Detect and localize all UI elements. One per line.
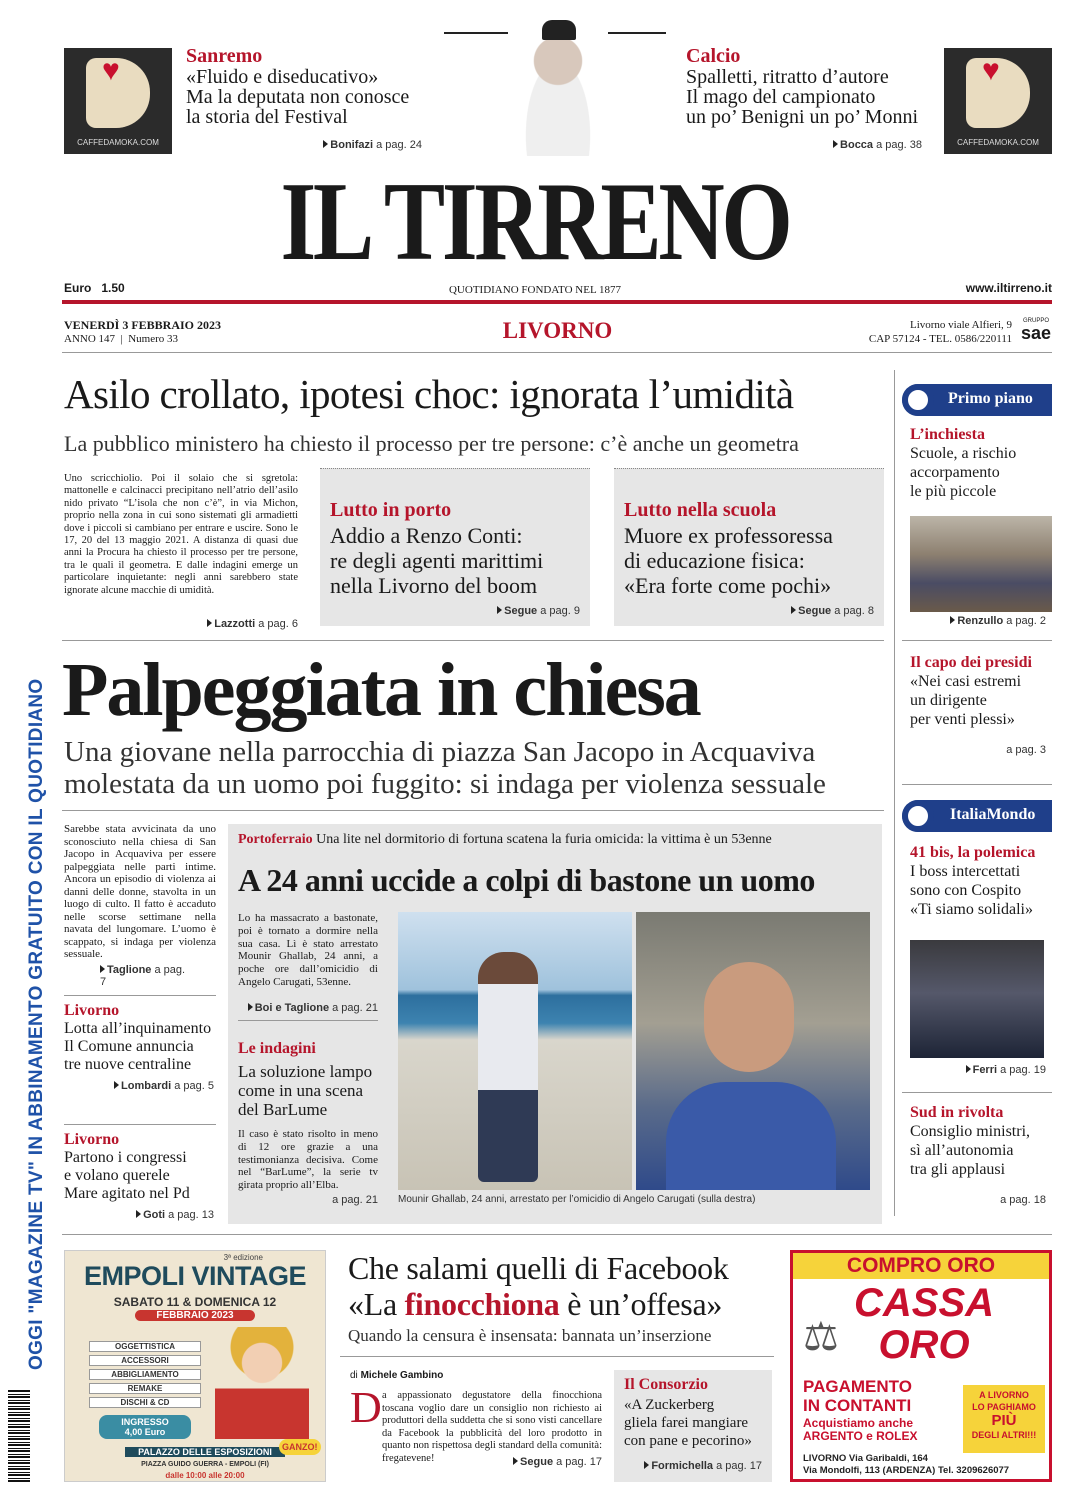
section-circle-icon: [902, 384, 934, 416]
teaser-line: la storia del Festival: [186, 106, 348, 128]
teaser-ref[interactable]: Bonifazi a pag. 24: [280, 139, 422, 151]
ad-venue: PALAZZO DELLE ESPOSIZIONI: [125, 1447, 285, 1457]
coffee-ad-text: CAFFEDAMOKA.COM: [957, 138, 1039, 147]
box-line: nella Livorno del boom: [330, 573, 538, 598]
box-line: Muore ex professoressa: [624, 523, 833, 548]
arrow-icon: [644, 1461, 649, 1469]
masthead-subtitle: QUOTIDIANO FONDATO NEL 1877: [448, 284, 621, 296]
arrow-icon: [207, 619, 212, 627]
left-brief-1[interactable]: [64, 995, 216, 1074]
lead2-headline[interactable]: Palpeggiata in chiesa: [62, 648, 700, 732]
teaser-line: un po’ Benigni un po’ Monni: [686, 106, 919, 128]
box-lutto-porto[interactable]: [320, 468, 590, 626]
section-rule: [340, 1356, 774, 1357]
italiamondo-header[interactable]: ItaliaMondo: [902, 800, 1052, 832]
facebook-body: a appassionato degustatore della finocchiona toscana voglio dare un consiglio non richiesto ai produttori della suddetta che si sono visti cancellare da Facebook la pubblicità del loro prodotto in quanto non rispettosa degli standard della comunità: fregatevene!: [382, 1390, 602, 1464]
sidebar-ref[interactable]: Ferri a pag. 19: [910, 1064, 1046, 1076]
box-line: Addio a Renzo Conti:: [330, 523, 523, 548]
lead2-body: Sarebbe stata avvicinata da uno sconosciuto nella chiesa di San Jacopo in Acquaviva per essere palpeggiata nelle parti intime. Ancora un episodio di violenza ai danni delle donne, stavolta in un luogo di culto. Il fatto è accaduto nelle scorse settimane nella navata del lungomare. L’uomo è scappato, si indaga per violenza sessuale.: [64, 823, 216, 960]
lead1-headline[interactable]: Asilo crollato, ipotesi choc: ignorata l’umidità: [64, 371, 794, 417]
teaser-line: Spalletti, ritratto d’autore: [686, 66, 889, 88]
arrow-icon: [248, 1003, 253, 1011]
byline: di Michele Gambino: [350, 1370, 444, 1381]
arrow-icon: [497, 606, 502, 614]
lead1-ref[interactable]: Lazzotti a pag. 6: [160, 618, 298, 630]
heart-icon: ♥: [982, 54, 1000, 87]
photo-caption: Mounir Ghallab, 24 anni, arrestato per l’omicidio di Angelo Carugati (sulla destra): [398, 1194, 756, 1205]
teaser-line: Ma la deputata non conosce: [186, 86, 410, 108]
side-kicker: Le indagini: [238, 1040, 316, 1057]
divider: [902, 1092, 1052, 1093]
vertical-banner: OGGI "MAGAZINE TV" IN ABBINAMENTO GRATUITO CON IL QUOTIDIANO: [26, 678, 47, 1370]
price: Euro 1.50: [64, 281, 125, 295]
box-line: «Era forte come pochi»: [624, 573, 832, 598]
suspect-photo[interactable]: [398, 912, 632, 1190]
brief-kicker: Livorno: [64, 1131, 120, 1148]
sidebar-item-sud[interactable]: Sud in rivolta Consiglio ministri, sì all’autonomia tra gli applausi: [910, 1104, 1031, 1178]
group-logo: GRUPPO sae: [1020, 318, 1052, 343]
facebook-ref[interactable]: Segue a pag. 17: [500, 1456, 602, 1468]
sidebar-ref[interactable]: a pag. 18: [1000, 1194, 1046, 1206]
ad-hours: dalle 10:00 alle 20:00: [165, 1471, 245, 1480]
divider: [238, 1020, 378, 1021]
left-brief-2[interactable]: [64, 1124, 216, 1203]
arrow-icon: [323, 140, 328, 148]
facebook-headline[interactable]: Che salami quelli di Facebook «La finocchiona è un’offesa»: [348, 1250, 729, 1322]
sidebar-item-41bis[interactable]: 41 bis, la polemica I boss intercettati sono con Cospito «Ti siamo solidali»: [910, 844, 1036, 918]
ad-oro-pay: PAGAMENTO IN CONTANTI: [803, 1377, 912, 1415]
footer-rule: [62, 1234, 1052, 1235]
ad-woman-illustration: [215, 1327, 309, 1439]
brief-ref[interactable]: Goti a pag. 13: [100, 1209, 214, 1221]
section-circle-icon: [902, 800, 934, 832]
arrow-icon: [966, 1065, 971, 1073]
section-rule: [62, 810, 884, 811]
barcode: [8, 1390, 30, 1482]
issue-date: VENERDÌ 3 FEBBRAIO 2023: [64, 318, 222, 332]
lead2-subhead: Una giovane nella parrocchia di piazza San Jacopo in Acquaviva molestata da un uomo poi fuggito: si indaga per violenza sessuale: [64, 736, 826, 800]
box-kicker: Lutto nella scuola: [624, 499, 777, 521]
arrow-icon: [114, 1081, 119, 1089]
police-photo[interactable]: [910, 940, 1044, 1058]
ad-edition: 3ª edizione: [223, 1253, 263, 1262]
ad-month: FEBBRAIO 2023: [135, 1310, 255, 1321]
arrow-icon: [791, 606, 796, 614]
brief-line: Partono i congressi: [64, 1149, 187, 1166]
brief-kicker: Livorno: [64, 1002, 120, 1019]
teaser-line: «Fluido e diseducativo»: [186, 66, 379, 88]
side-body: Il caso è stato risolto in meno di 12 ore grazie a una testimonianza decisiva. Come nel “BarLume”, la serie tv girata proprio all’Elba.: [238, 1128, 378, 1192]
arrow-icon: [950, 616, 955, 624]
teaser-ref[interactable]: Bocca a pag. 38: [780, 139, 922, 151]
address: Livorno viale Alfieri, 9 CAP 57124 - TEL. 0586/220111: [868, 319, 1012, 345]
ad-empoli-vintage[interactable]: [64, 1250, 326, 1482]
box-ref[interactable]: Segue a pag. 9: [440, 605, 580, 617]
ad-cassa-oro[interactable]: [790, 1250, 1052, 1482]
arrow-icon: [513, 1457, 518, 1465]
sidebar-item-presidi[interactable]: Il capo dei presidi «Nei casi estremi un dirigente per venti plessi»: [910, 654, 1032, 728]
divider: [902, 640, 1052, 641]
coffee-ad-text: CAFFEDAMOKA.COM: [77, 138, 159, 147]
side-headline[interactable]: La soluzione lampo come in una scena del BarLume: [238, 1062, 373, 1119]
facebook-subhead: Quando la censura è insensata: bannata un’inserzione: [348, 1326, 712, 1345]
person-figure: [478, 952, 538, 1182]
ad-items: OGGETTISTICA ACCESSORI ABBIGLIAMENTO REMAKE DISCHI & CD: [89, 1341, 201, 1408]
ad-title: EMPOLI VINTAGE: [83, 1261, 306, 1291]
lead2-ref[interactable]: Taglione a pag. 7: [100, 964, 186, 988]
brief-line: Lotta all’inquinamento: [64, 1020, 212, 1037]
divider: [902, 784, 1052, 785]
person-shirt: [666, 1082, 836, 1190]
teaser-kicker: Sanremo: [186, 45, 263, 67]
brief-ref[interactable]: Lombardi a pag. 5: [100, 1080, 214, 1092]
scales-icon: ⚖: [803, 1314, 839, 1359]
lead1-body: Uno scricchiolio. Poi il solaio che si sgretola: mattonelle e calcinacci precipitano nell’atrio dell’asilo nido privato “L’isola che non c’è”, in via Michon, proprio nella zona in cui sono sistemati gli armadietti dove i piccoli si cambiano per entrare e uscire. Sono le 17, 20 del 13 maggio 2021. A distanza di quasi due anni la Procura ha chiesto il processo per tre persone, tra le quali il geometra. E dalle indagini emerge un particolare inquietante: negli anni sarebbero state ignorate alcune macchie di umidità.: [64, 473, 298, 596]
portoferraio-box[interactable]: [228, 824, 882, 1224]
sanremo-singer-photo: [508, 20, 608, 156]
box-line: di educazione fisica:: [624, 548, 805, 573]
arrow-icon: [833, 140, 838, 148]
portoferraio-headline[interactable]: A 24 anni uccide a colpi di bastone un uomo: [238, 862, 815, 898]
ad-oro-top: COMPRO ORO: [793, 1253, 1049, 1279]
masthead-title[interactable]: IL TIRRENO: [280, 160, 790, 284]
primo-piano-header[interactable]: Primo piano: [902, 384, 1052, 416]
consorzio-box[interactable]: Il Consorzio «A Zuckerberg gliela farei mangiare con pane e pecorino» Formichella a pag. 17: [614, 1370, 772, 1482]
ad-dates: SABATO 11 & DOMENICA 12: [113, 1295, 277, 1309]
classroom-photo[interactable]: [910, 516, 1052, 612]
masthead-rule: [62, 300, 1052, 304]
arrow-icon: [136, 1210, 141, 1218]
ad-oro-cassa: CASSA: [853, 1281, 995, 1325]
ad-oro-address: LIVORNO Via Garibaldi, 164 Via Mondolfi, 113 (ARDENZA) Tel. 3209626077: [803, 1453, 1010, 1476]
box-kicker: Lutto in porto: [330, 499, 452, 521]
box-line: re degli agenti marittimi: [330, 548, 544, 573]
teaser-calcio[interactable]: [686, 46, 936, 127]
box-lutto-scuola[interactable]: [614, 468, 884, 626]
sidebar-ref[interactable]: Renzullo a pag. 2: [910, 615, 1046, 627]
dropcap: D: [350, 1383, 382, 1432]
ad-price: INGRESSO 4,00 Euro: [99, 1415, 191, 1439]
sidebar-item-inchiesta[interactable]: L’inchiesta Scuole, a rischio accorpamento le più piccole: [910, 426, 1017, 500]
box-ref[interactable]: Segue a pag. 8: [734, 605, 874, 617]
brief-line: Mare agitato nel Pd: [64, 1185, 190, 1202]
sidebar-rule: [894, 370, 895, 1216]
ad-sponsor: GANZO!: [279, 1439, 321, 1455]
teaser-line: Il mago del campionato: [686, 86, 876, 108]
brief-line: e volano querele: [64, 1167, 170, 1184]
ad-oro-promo: A LIVORNO LO PAGHIAMO PIÙ DEGLI ALTRI!!!: [963, 1385, 1045, 1453]
portoferraio-body: Lo ha massacrato a bastonate, poi è tornato a dormire nella sua casa. Lì è stato arrestato Mounir Ghallab, 24 anni, a poche ore dall’omicidio di Angelo Carugati, 53enne.: [238, 912, 378, 988]
sidebar-ref[interactable]: a pag. 3: [1006, 744, 1046, 756]
teaser-kicker: Calcio: [686, 45, 741, 67]
person-face: [704, 962, 794, 1072]
brief-line: Il Comune annuncia: [64, 1038, 194, 1055]
coffee-ad-left[interactable]: [64, 48, 172, 154]
section-rule: [62, 640, 884, 641]
issue-number: ANNO 147 | Numero 33: [64, 333, 179, 345]
portoferraio-kicker-line: Portoferraio Una lite nel dormitorio di fortuna scatena la furia omicida: la vittima è un 53enne: [238, 832, 772, 847]
ad-address: PIAZZA GUIDO GUERRA - EMPOLI (FI): [141, 1461, 269, 1468]
website-link[interactable]: www.iltirreno.it: [965, 281, 1052, 295]
heart-icon: ♥: [102, 54, 120, 87]
ad-oro-oro: ORO: [878, 1323, 970, 1367]
lead1-subhead: La pubblico ministero ha chiesto il processo per tre persone: c’è anche un geometra: [64, 431, 799, 456]
ad-oro-buy: Acquistiamo anche ARGENTO e ROLEX: [803, 1416, 918, 1443]
brief-line: tre nuove centraline: [64, 1056, 192, 1073]
teaser-sanremo[interactable]: [186, 46, 436, 127]
arrow-icon: [100, 965, 105, 973]
side-ref[interactable]: a pag. 21: [332, 1194, 378, 1206]
coffee-ad-right[interactable]: [944, 48, 1052, 154]
edition-name: LIVORNO: [502, 318, 613, 343]
victim-photo[interactable]: [636, 912, 870, 1190]
header-rule: [62, 352, 1052, 353]
portoferraio-ref[interactable]: Boi e Taglione a pag. 21: [238, 1002, 378, 1014]
